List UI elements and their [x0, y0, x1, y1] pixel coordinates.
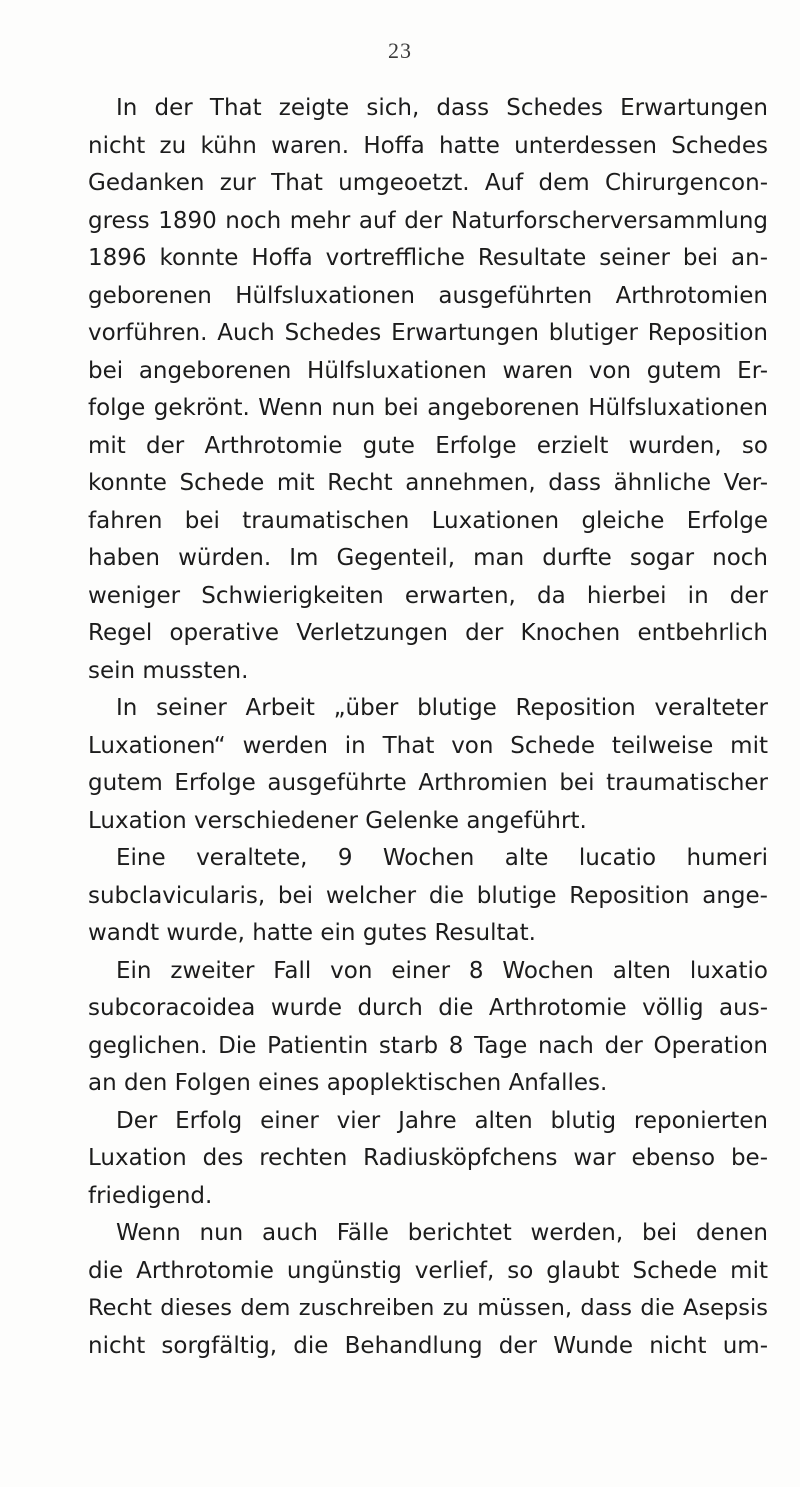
- text-line: nicht zu kühn waren. Hoffa hatte unterdessen Schedes: [88, 132, 768, 159]
- text-line: In seiner Arbeit „über blutige Reposition veralteter: [116, 695, 768, 721]
- text-line: wandt wurde, hatte ein gutes Resultat.: [88, 920, 536, 946]
- text-line: Gedanken zur That umgeoetzt. Auf dem Chirurgencon-: [88, 170, 768, 196]
- text-line: geglichen. Die Patientin starb 8 Tage nach der Operation: [88, 1032, 768, 1059]
- text-line: Luxation verschiedener Gelenke angeführt.: [88, 807, 587, 834]
- text-line: mit der Arthrotomie gute Erfolge erzielt wurden, so: [88, 432, 768, 459]
- text-line: subclavicularis, bei welcher die blutige Reposition ange-: [88, 882, 768, 909]
- text-line: folge gekrönt. Wenn nun bei angeborenen Hülfsluxationen: [88, 395, 768, 421]
- text-line: vorführen. Auch Schedes Erwartungen blutiger Reposition: [88, 320, 768, 346]
- text-line: Der Erfolg einer vier Jahre alten blutig reponierten: [116, 1107, 768, 1134]
- text-line: Wenn nun auch Fälle berichtet werden, bei denen: [116, 1220, 768, 1246]
- text-line: Luxation des rechten Radiusköpfchens war ebenso be-: [88, 1145, 768, 1171]
- text-line: haben würden. Im Gegenteil, man durfte sogar noch: [88, 545, 768, 571]
- text-line: gutem Erfolge ausgeführte Arthromien bei traumatischer: [88, 770, 768, 796]
- text-line: nicht sorgfältig, die Behandlung der Wunde nicht um-: [88, 1332, 768, 1359]
- text-line: Regel operative Verletzungen der Knochen entbehrlich: [88, 620, 768, 646]
- text-line: konnte Schede mit Recht annehmen, dass ähnliche Ver-: [88, 470, 768, 496]
- text-line: 1896 konnte Hoffa vortreffliche Resultate seiner bei an-: [88, 245, 768, 271]
- text-line: weniger Schwierigkeiten erwarten, da hierbei in der: [88, 582, 768, 609]
- text-line: Eine veraltete, 9 Wochen alte lucatio humeri: [116, 845, 768, 871]
- body-text: [88, 90, 768, 1365]
- text-line: In der That zeigte sich, dass Schedes Erwartungen: [116, 95, 768, 121]
- page-number: 23: [388, 38, 412, 63]
- text-line: fahren bei traumatischen Luxationen gleiche Erfolge: [88, 507, 768, 534]
- text-line: sein mussten.: [88, 657, 249, 684]
- text-line: subcoracoidea wurde durch die Arthrotomie völlig aus-: [88, 995, 768, 1021]
- text-line: geborenen Hülfsluxationen ausgeführten Arthrotomien: [88, 282, 768, 309]
- text-line: bei angeborenen Hülfsluxationen waren von gutem Er-: [88, 357, 768, 384]
- text-line: Ein zweiter Fall von einer 8 Wochen alten luxatio: [116, 957, 768, 984]
- text-line: Recht dieses dem zuschreiben zu müssen, dass die Asepsis: [88, 1295, 768, 1321]
- text-line: gress 1890 noch mehr auf der Naturforscherversammlung: [88, 207, 768, 234]
- text-line: Luxationen“ werden in That von Schede teilweise mit: [88, 732, 768, 759]
- text-line: an den Folgen eines apoplektischen Anfalles.: [88, 1070, 608, 1096]
- text-line: die Arthrotomie ungünstig verlief, so glaubt Schede mit: [88, 1257, 768, 1284]
- text-line: friedigend.: [88, 1182, 213, 1209]
